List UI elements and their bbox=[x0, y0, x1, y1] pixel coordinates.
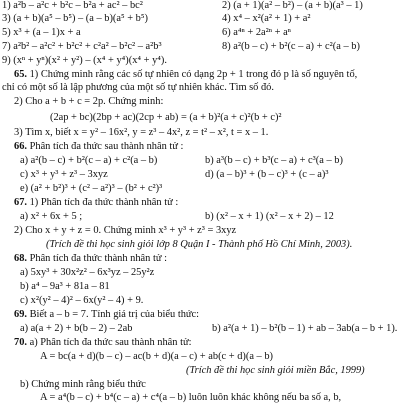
exercise-67-part-2: 2) Cho x + y + z = 0. Chứng minh x³ + y³ + z³ = 3xyz bbox=[14, 225, 237, 236]
exercise-68-c: c) x²(y² – 4)² – 6x(y² – 4) + 9. bbox=[20, 295, 144, 306]
exercise-number: 68. bbox=[14, 253, 27, 264]
exercise-67-a: a) x² + 6x + 5 ; bbox=[20, 211, 83, 222]
exercise-number: 70. bbox=[14, 337, 27, 348]
exercise-69-text: Biết a – b = 7. Tính giá trị của biểu thức: bbox=[27, 309, 200, 320]
exercise-number: 65. bbox=[14, 69, 27, 80]
exercise-65-formula: (2ap + bc)(2bp + ac)(2cp + ab) = (a + b)²(a + c)²(b + c)² bbox=[50, 112, 282, 123]
exercise-65-part-2: 2) Cho a + b + c = 2p. Chứng minh: bbox=[14, 96, 164, 107]
exercise-1: 1) a²b – a²c + b²c – b²a + ac² – bc² bbox=[2, 0, 143, 11]
exercise-70-b: b) Chứng minh rằng biểu thức bbox=[20, 379, 146, 390]
exercise-70-source: (Trích đề thi học sinh giỏi miền Bắc, 1999) bbox=[186, 365, 365, 376]
exercise-67-b: b) (x² – x + 1) (x² – x + 2) – 12 bbox=[205, 211, 334, 222]
exercise-66-b: b) a³(b – c) + b³(c – a) + c³(a – b) bbox=[205, 155, 343, 166]
exercise-4: 4) x⁴ – x²(a² + 1) + a² bbox=[222, 13, 311, 24]
exercise-2: 2) (a + 1)(a² – b²) – (a + b)(a³ – 1) bbox=[222, 0, 363, 11]
exercise-68-a: a) 5xy³ + 30x²z² – 6x³yz – 25y²z bbox=[20, 267, 155, 278]
exercise-70-formula: A = bc(a + d)(b – c) – ac(b + d)(a – c) + ab(c + d)(a – b) bbox=[40, 351, 273, 362]
exercise-70-last-line: A = a⁴(b – c) + b⁴(c – a) + c⁴(a – b) luôn luôn khác không nếu ba số a, b, bbox=[40, 392, 342, 403]
exercise-3: 3) (a + b)(a⁵ – b⁵) – (a – b)(a⁵ + b⁵) bbox=[2, 13, 148, 24]
exercise-69-heading bbox=[14, 309, 199, 322]
exercise-number: 69. bbox=[14, 309, 27, 320]
exercise-66-heading bbox=[14, 141, 183, 154]
exercise-69-b: b) a²(a + 1) – b²(b – 1) + ab – 3ab(a – b + 1). bbox=[212, 323, 398, 334]
exercise-67-heading bbox=[14, 197, 178, 210]
exercise-70-text: a) Phân tích đa thức sau thành nhân tử: bbox=[27, 337, 192, 348]
exercise-5: 5) x³ + (a – 1)x + a bbox=[2, 27, 81, 38]
exercise-65-line-2: chỉ có một số là lập phương của một số tự nhiên khác. Tìm số đó. bbox=[2, 82, 274, 93]
exercise-68-b: b) a⁴ – 9a³ + 81a – 81 bbox=[20, 281, 110, 292]
exercise-66-text: Phân tích đa thức sau thành nhân tử : bbox=[27, 141, 184, 152]
exercise-67-text: 1) Phân tích đa thức thành nhân tử : bbox=[27, 197, 179, 208]
exercise-7: 7) a²b² – a²c² + b²c² + c²a² – b²c² – a²b³ bbox=[2, 41, 162, 52]
exercise-69-a: a) a(a + 2) + b(b – 2) – 2ab bbox=[20, 323, 133, 334]
exercise-70-heading bbox=[14, 337, 192, 350]
exercise-68-text: Phân tích đa thức thành nhân tử : bbox=[27, 253, 167, 264]
exercise-9: 9) (xⁿ + yⁿ)(x² + y²) – (x⁴ + y⁴)(x⁴ + y⁴). bbox=[2, 55, 167, 66]
exercise-8: 8) a²(b – c) + b²(c – a) + c²(a – b) bbox=[222, 41, 360, 52]
exercise-66-c: c) x³ + y³ + z³ – 3xyz bbox=[20, 169, 108, 180]
exercise-68-heading bbox=[14, 253, 167, 266]
exercise-65-line-1 bbox=[14, 69, 357, 82]
exercise-number: 67. bbox=[14, 197, 27, 208]
exercise-66-d: d) (a – b)³ + (b – c)³ + (c – a)³ bbox=[205, 169, 329, 180]
exercise-number: 66. bbox=[14, 141, 27, 152]
exercise-65-text: 1) Chứng minh rằng các số tự nhiên có dạng 2p + 1 trong đó p là số nguyên tố, bbox=[27, 69, 358, 80]
exercise-67-source: (Trích đề thi học sinh giỏi lớp 8 Quận I - Thành phố Hồ Chí Minh, 2003). bbox=[46, 239, 353, 250]
exercise-65-part-3: 3) Tìm x, biết x = y² – 16x², y = z³ – 4x², z = t² – x², t = x – 1. bbox=[14, 127, 269, 138]
exercise-66-a: a) a²(b – c) + b²(c – a) + c²(a – b) bbox=[20, 155, 158, 166]
exercise-66-e: e) (a² + b²)³ + (c² – a²)³ – (b² + c²)³ bbox=[20, 183, 163, 194]
exercise-6: 6) a⁴ⁿ + 2a²ⁿ + aⁿ bbox=[222, 27, 291, 38]
